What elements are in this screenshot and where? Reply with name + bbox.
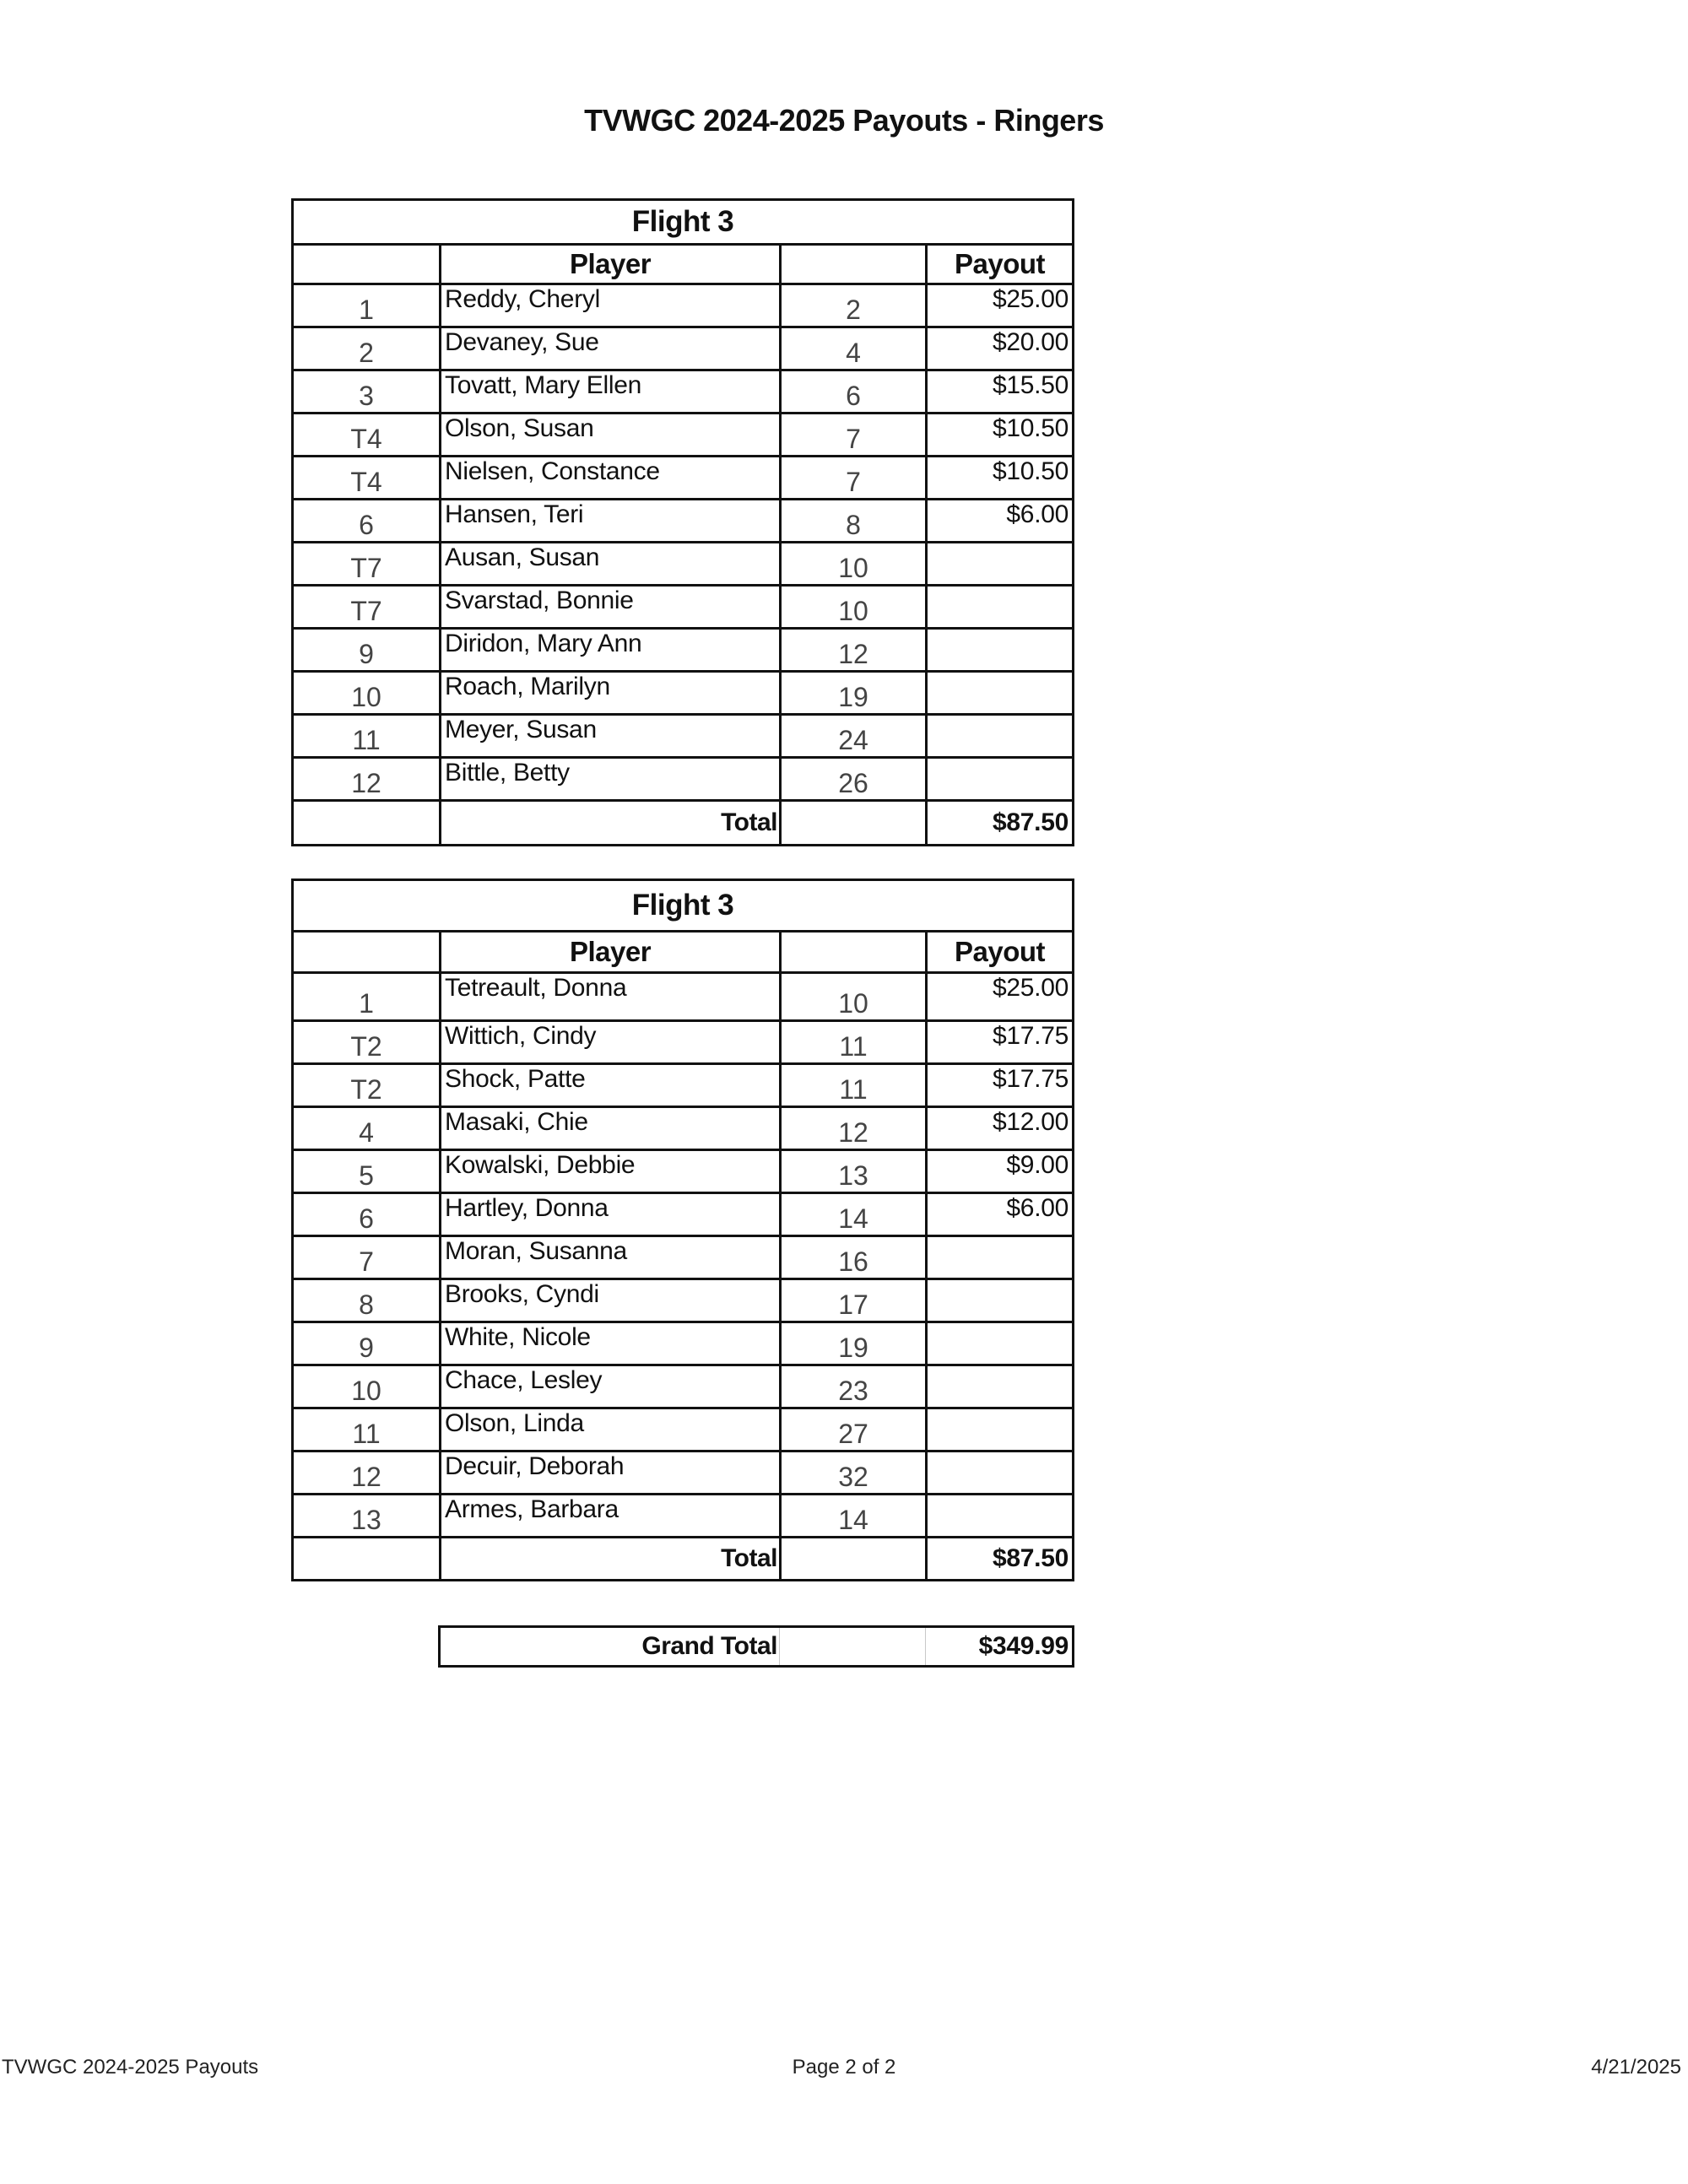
- score-cell: 19: [781, 672, 927, 715]
- payout-cell: [927, 672, 1074, 715]
- rank-cell: 3: [293, 370, 441, 414]
- rank-cell: 7: [293, 1236, 441, 1279]
- payout-cell: [927, 629, 1074, 672]
- payout-cell: [927, 1408, 1074, 1451]
- grand-total-spacer: [780, 1627, 926, 1667]
- table-row: [293, 586, 1074, 629]
- payout-cell: [927, 1451, 1074, 1495]
- total-value: $87.50: [927, 1538, 1074, 1581]
- player-name-cell: Hansen, Teri: [441, 500, 781, 543]
- rank-cell: T2: [293, 1021, 441, 1064]
- table-row: [293, 414, 1074, 457]
- total-label: Total: [441, 1538, 781, 1581]
- player-name-cell: White, Nicole: [441, 1322, 781, 1365]
- score-cell: 7: [781, 414, 927, 457]
- payout-cell: $9.00: [927, 1150, 1074, 1193]
- player-name-cell: Kowalski, Debbie: [441, 1150, 781, 1193]
- table-row: [293, 1365, 1074, 1408]
- payout-cell: [927, 1279, 1074, 1322]
- payout-header: Payout: [927, 932, 1074, 973]
- player-name-cell: Masaki, Chie: [441, 1107, 781, 1150]
- rank-cell: 1: [293, 284, 441, 327]
- footer-page-number: Page 2 of 2: [792, 2056, 896, 2079]
- player-name-cell: Decuir, Deborah: [441, 1451, 781, 1495]
- player-name-cell: Ausan, Susan: [441, 543, 781, 586]
- grand-total-label: Grand Total: [641, 1632, 777, 1660]
- rank-header: [293, 932, 441, 973]
- total-row: [293, 1538, 1074, 1581]
- score-header: [781, 245, 927, 284]
- payout-cell: [927, 715, 1074, 758]
- rank-cell: 13: [293, 1495, 441, 1538]
- score-cell: 24: [781, 715, 927, 758]
- total-score-cell: [781, 801, 927, 846]
- payout-cell: $17.75: [927, 1021, 1074, 1064]
- payout-cell: $6.00: [927, 500, 1074, 543]
- page-title: TVWGC 2024-2025 Payouts - Ringers: [584, 103, 1104, 138]
- table-row: [293, 543, 1074, 586]
- flight-table-2: [291, 878, 1074, 1581]
- flight-title: Flight 3: [293, 200, 1074, 245]
- table-row: [293, 284, 1074, 327]
- score-cell: 32: [781, 1451, 927, 1495]
- table-row: [293, 1408, 1074, 1451]
- table-row: [293, 1193, 1074, 1236]
- rank-header: [293, 245, 441, 284]
- rank-cell: 4: [293, 1107, 441, 1150]
- player-name-cell: Olson, Linda: [441, 1408, 781, 1451]
- payout-cell: $25.00: [927, 973, 1074, 1021]
- table-row: [293, 1495, 1074, 1538]
- total-value: $87.50: [927, 801, 1074, 846]
- payout-cell: $10.50: [927, 414, 1074, 457]
- score-cell: 19: [781, 1322, 927, 1365]
- rank-cell: 6: [293, 1193, 441, 1236]
- payout-cell: $15.50: [927, 370, 1074, 414]
- payout-cell: [927, 1495, 1074, 1538]
- payout-cell: [927, 543, 1074, 586]
- player-name-cell: Moran, Susanna: [441, 1236, 781, 1279]
- player-name-cell: Nielsen, Constance: [441, 457, 781, 500]
- payout-cell: $25.00: [927, 284, 1074, 327]
- total-rank-cell: [293, 1538, 441, 1581]
- table-row: [293, 1279, 1074, 1322]
- footer-date: 4/21/2025: [1591, 2056, 1681, 2079]
- table-row: [293, 715, 1074, 758]
- flight-table-1: [291, 198, 1074, 846]
- score-cell: 26: [781, 758, 927, 801]
- rank-cell: 12: [293, 1451, 441, 1495]
- player-name-cell: Tetreault, Donna: [441, 973, 781, 1021]
- score-cell: 13: [781, 1150, 927, 1193]
- player-name-cell: Chace, Lesley: [441, 1365, 781, 1408]
- rank-cell: T2: [293, 1064, 441, 1107]
- table-row: [293, 1451, 1074, 1495]
- player-name-cell: Brooks, Cyndi: [441, 1279, 781, 1322]
- rank-cell: 6: [293, 500, 441, 543]
- player-name-cell: Diridon, Mary Ann: [441, 629, 781, 672]
- grand-total-value: $349.99: [926, 1627, 1074, 1667]
- rank-cell: T4: [293, 414, 441, 457]
- score-cell: 14: [781, 1495, 927, 1538]
- player-name-cell: Tovatt, Mary Ellen: [441, 370, 781, 414]
- payout-cell: [927, 586, 1074, 629]
- payout-cell: [927, 1236, 1074, 1279]
- rank-cell: 9: [293, 1322, 441, 1365]
- player-name-cell: Bittle, Betty: [441, 758, 781, 801]
- score-cell: 4: [781, 327, 927, 370]
- score-cell: 6: [781, 370, 927, 414]
- table-row: [293, 500, 1074, 543]
- score-cell: 17: [781, 1279, 927, 1322]
- table-row: [293, 1150, 1074, 1193]
- table-row: [293, 1107, 1074, 1150]
- total-row: [293, 801, 1074, 846]
- score-cell: 23: [781, 1365, 927, 1408]
- rank-cell: 10: [293, 672, 441, 715]
- score-cell: 12: [781, 1107, 927, 1150]
- player-name-cell: Olson, Susan: [441, 414, 781, 457]
- payout-cell: $20.00: [927, 327, 1074, 370]
- table-row: [293, 1064, 1074, 1107]
- payout-cell: $6.00: [927, 1193, 1074, 1236]
- table-row: [293, 327, 1074, 370]
- table-row: [293, 758, 1074, 801]
- score-cell: 10: [781, 586, 927, 629]
- payout-cell: $17.75: [927, 1064, 1074, 1107]
- player-name-cell: Shock, Patte: [441, 1064, 781, 1107]
- player-name-cell: Meyer, Susan: [441, 715, 781, 758]
- rank-cell: 8: [293, 1279, 441, 1322]
- player-name-cell: Reddy, Cheryl: [441, 284, 781, 327]
- score-cell: 7: [781, 457, 927, 500]
- player-name-cell: Svarstad, Bonnie: [441, 586, 781, 629]
- total-label: Total: [441, 801, 781, 846]
- score-cell: 11: [781, 1064, 927, 1107]
- header-row: [293, 245, 1074, 284]
- score-cell: 12: [781, 629, 927, 672]
- rank-cell: T7: [293, 586, 441, 629]
- grand-total-box: [438, 1625, 1074, 1668]
- table-row: [293, 457, 1074, 500]
- payout-cell: $12.00: [927, 1107, 1074, 1150]
- player-name-cell: Wittich, Cindy: [441, 1021, 781, 1064]
- score-cell: 14: [781, 1193, 927, 1236]
- total-score-cell: [781, 1538, 927, 1581]
- score-header: [781, 932, 927, 973]
- rank-cell: 11: [293, 715, 441, 758]
- table-row: [293, 370, 1074, 414]
- payout-cell: [927, 1365, 1074, 1408]
- payout-cell: [927, 1322, 1074, 1365]
- score-cell: 10: [781, 543, 927, 586]
- score-cell: 27: [781, 1408, 927, 1451]
- payout-cell: [927, 758, 1074, 801]
- rank-cell: T4: [293, 457, 441, 500]
- table-row: [293, 629, 1074, 672]
- score-cell: 2: [781, 284, 927, 327]
- payout-cell: $10.50: [927, 457, 1074, 500]
- flight-title: Flight 3: [293, 880, 1074, 932]
- table-row: [293, 1322, 1074, 1365]
- table-row: [293, 1236, 1074, 1279]
- player-name-cell: Devaney, Sue: [441, 327, 781, 370]
- header-row: [293, 932, 1074, 973]
- payout-header: Payout: [927, 245, 1074, 284]
- rank-cell: 11: [293, 1408, 441, 1451]
- table-row: [293, 973, 1074, 1021]
- rank-cell: 1: [293, 973, 441, 1021]
- rank-cell: 12: [293, 758, 441, 801]
- score-cell: 16: [781, 1236, 927, 1279]
- rank-cell: 5: [293, 1150, 441, 1193]
- table-row: [293, 1021, 1074, 1064]
- total-rank-cell: [293, 801, 441, 846]
- player-name-cell: Roach, Marilyn: [441, 672, 781, 715]
- player-name-cell: Hartley, Donna: [441, 1193, 781, 1236]
- player-name-cell: Armes, Barbara: [441, 1495, 781, 1538]
- footer-document-name: TVWGC 2024-2025 Payouts: [2, 2056, 259, 2079]
- player-header: Player: [441, 245, 781, 284]
- rank-cell: 10: [293, 1365, 441, 1408]
- score-cell: 11: [781, 1021, 927, 1064]
- score-cell: 10: [781, 973, 927, 1021]
- rank-cell: 9: [293, 629, 441, 672]
- rank-cell: T7: [293, 543, 441, 586]
- score-cell: 8: [781, 500, 927, 543]
- table-row: [293, 672, 1074, 715]
- rank-cell: 2: [293, 327, 441, 370]
- player-header: Player: [441, 932, 781, 973]
